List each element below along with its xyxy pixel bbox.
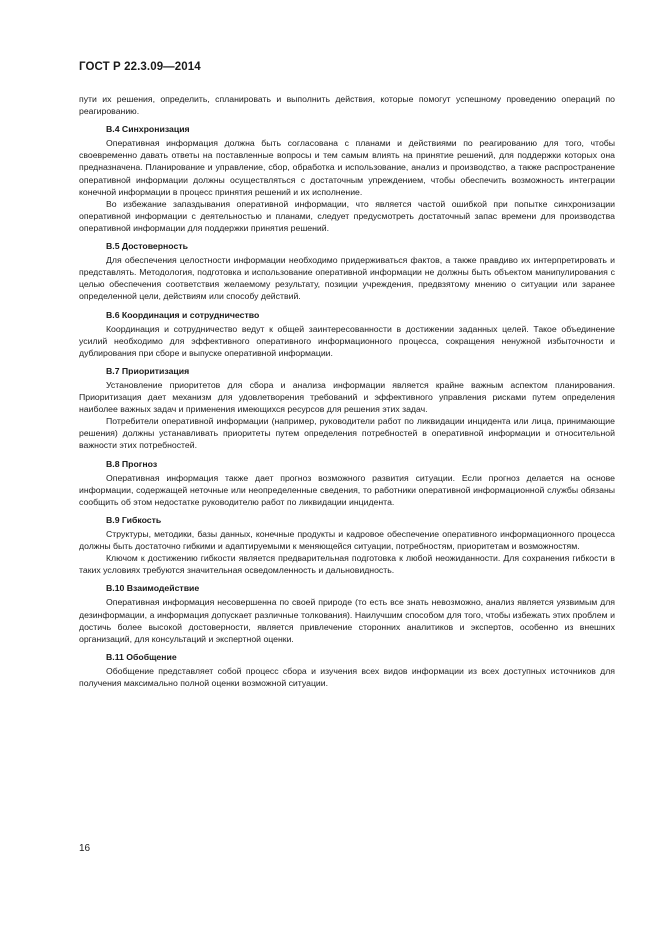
section-heading: В.9 Гибкость — [106, 514, 162, 525]
section-b9 — [79, 514, 615, 576]
section-heading: В.4 Синхронизация — [106, 124, 190, 135]
section-heading: В.11 Обобщение — [106, 651, 177, 662]
paragraph: Потребители оперативной информации (например, руководители работ по ликвидации инцидента или лица, принимающие решения) должны устанавливать приоритеты путем определения потребностей в оперативной информации и относительной важности этих потребностей. — [79, 416, 615, 451]
page-number: 16 — [79, 843, 91, 854]
paragraph: Оперативная информация также дает прогноз возможного развития ситуации. Если прогноз делается на основе информации, содержащей неточные или неопределенные сведения, то работники оперативной информационной службы обязаны сообщить об этом недостатке руководителю работ по ликвидации инцидента. — [79, 472, 615, 507]
paragraph: Координация и сотрудничество ведут к общей заинтересованности в достижении заданных целей. Такое объединение усилий необходимо для эффективного оперативного информационного процесса, сокращения ненужной избыточности и дублирования при сборе и выпуске оперативной информации. — [79, 323, 615, 358]
section-b10 — [79, 582, 615, 644]
section-b6 — [79, 309, 615, 359]
document-body — [79, 93, 615, 689]
document-header: ГОСТ Р 22.3.09—2014 — [79, 61, 201, 73]
paragraph: Оперативная информация должна быть согласована с планами и действиями по реагированию для того, чтобы своевременно давать ответы на поставленные вопросы и тем самым влиять на принятие решений, для поддержки которых она предназначена. Планирование и управление, сбор, обработка и использование, анализ и производство, а также распространение оперативной информации должны осуществляться с достаточным упреждением, чтобы обеспечить возможность интеграции конечной информации в процесс принятия решений и их исполнение. — [79, 138, 615, 197]
paragraph: Для обеспечения целостности информации необходимо придерживаться фактов, а также правдиво их интерпретировать и представлять. Методология, подготовка и использование оперативной информации не должны быть объектом манипулирования с целью обеспечения соответствия желаемому результату, позиции учреждения, предвзятому мнению о ситуации или заранее определенной цели, действиям или способу действий. — [79, 255, 615, 302]
section-heading: В.10 Взаимодействие — [106, 583, 200, 594]
section-b11 — [79, 651, 615, 689]
paragraph: Во избежание запаздывания оперативной информации, что является частой ошибкой при попытке синхронизации оперативной информации с деятельностью и планами, следует предусмотреть достаточный запас времени для производства оперативной информации для поддержки принятия решений. — [79, 198, 615, 233]
section-b4 — [79, 123, 615, 234]
section-heading: В.5 Достоверность — [106, 241, 188, 252]
paragraph: Ключом к достижению гибкости является предварительная подготовка к любой неожиданности. Для сохранения гибкости в таких условиях требуются значительная осведомленность и дальновидность. — [79, 553, 615, 576]
section-b7 — [79, 365, 615, 452]
paragraph: Структуры, методики, базы данных, конечные продукты и кадровое обеспечение оперативного информационного процесса должны быть достаточно гибкими и адаптируемыми к меняющейся ситуации, потребностям, приоритетам и возможностям. — [79, 529, 615, 552]
section-b5 — [79, 240, 615, 302]
section-b8 — [79, 458, 615, 508]
section-heading: В.6 Координация и сотрудничество — [106, 309, 260, 320]
intro-paragraph: пути их решения, определить, спланировать и выполнить действия, которые помогут успешному проведению операций по реагированию. — [79, 94, 615, 117]
paragraph: Обобщение представляет собой процесс сбора и изучения всех видов информации из всех доступных источников для получения максимально полной оценки возможной ситуации. — [79, 665, 615, 689]
section-heading: В.7 Приоритизация — [106, 365, 190, 376]
section-heading: В.8 Прогноз — [106, 458, 158, 469]
paragraph: Оперативная информация несовершенна по своей природе (то есть все знать невозможно, анализ является уязвимым для дезинформации, а информация допускает различные толкования). Наилучшим способом для того, чтобы избежать этих проблем и достичь более высокой достоверности, является привлечение сторонних аналитиков и экспертов, особенно из внешних организаций, для консультаций и экспертной оценки. — [79, 597, 615, 644]
paragraph: Установление приоритетов для сбора и анализа информации является крайне важным аспектом планирования. Приоритизация дает механизм для удовлетворения требований и эффективного управления рисками путем определения наиболее важных задач и применения имеющихся ресурсов для решения этих задач. — [79, 379, 615, 415]
